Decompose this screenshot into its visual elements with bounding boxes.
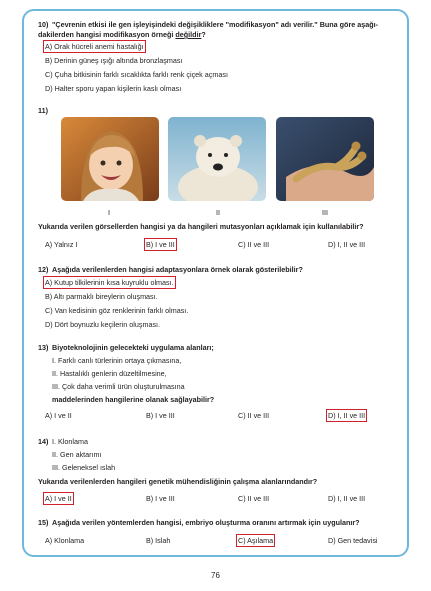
q11-question: Yukarıda verilen görsellerden hangisi ya da hangileri mutasyonları açıklamak için kullanılabilir? (38, 222, 364, 231)
q13-number: 13) (38, 343, 49, 352)
q10-text-line2: dakilerden hangisi modifikasyon örneği değildir? (38, 30, 206, 39)
q13-option-b: B) I ve III (146, 411, 175, 420)
q13-item-2: II. Hastalıklı genlerin düzeltilmesine, (52, 369, 167, 378)
q15-option-c: C) Aşılama (238, 536, 274, 545)
q10-option-c: C) Çuha bitkisinin farklı sıcaklıkta farklı renk çiçek açması (45, 70, 228, 79)
q12-question: Aşağıda verilenlerden hangisi adaptasyonlara örnek olarak gösterilebilir? (52, 265, 303, 274)
q14-item-2: II. Gen aktarımı (52, 450, 102, 459)
q15-option-d: D) Gen tedavisi (328, 536, 378, 545)
polar-bear-photo-icon (168, 117, 266, 201)
q15-option-b: B) Islah (146, 536, 171, 545)
page-number: 76 (211, 571, 220, 580)
q12-option-d: D) Dört boynuzlu keçilerin oluşması. (45, 320, 161, 329)
q11-option-a: A) Yalnız I (45, 240, 78, 249)
q11-image-1 (61, 117, 159, 201)
q10-option-d: D) Halter sporu yapan kişilerin kaslı olması (45, 84, 182, 93)
q11-option-b: B) I ve III (146, 240, 175, 249)
q14-item-1: I. Klonlama (52, 437, 88, 446)
q15-option-a: A) Klonlama (45, 536, 85, 545)
q14-option-c: C) II ve III (238, 494, 270, 503)
q11-option-c: C) II ve III (238, 240, 270, 249)
q12-option-a: A) Kutup tilkilerinin kısa kuyruklu olması. (45, 278, 174, 287)
q10-number: 10) (38, 20, 49, 29)
q14-option-b: B) I ve III (146, 494, 175, 503)
child-photo-icon (61, 117, 159, 201)
q12-option-c: C) Van kedisinin göz renklerinin farklı olması. (45, 306, 189, 315)
q10-text-line1: "Çevrenin etkisi ile gen işleyişindeki değişikliklere "modifikasyon" adı verilir." Buna göre aşağı- (52, 20, 379, 29)
q15-number: 15) (38, 518, 49, 527)
q14-option-d: D) I, II ve III (328, 494, 366, 503)
q10-option-a: A) Orak hücreli anemi hastalığı (45, 42, 144, 51)
q11-image-3 (276, 117, 374, 201)
q11-image-label-2: II (216, 208, 220, 217)
q14-question: Yukarıda verilenlerden hangileri genetik mühendisliğinin çalışma alanlarındandır? (38, 477, 318, 486)
q15-question: Aşağıda verilen yöntemlerden hangisi, embriyo oluşturma oranını artırmak için uygulanır? (52, 518, 360, 527)
q11-option-d: D) I, II ve III (328, 240, 366, 249)
q11-image-label-1: I (108, 208, 110, 217)
q13-item-3: III. Çok daha verimli ürün oluşturulmasına (52, 382, 185, 391)
q13-item-1: I. Farklı canlı türlerinin ortaya çıkmasına, (52, 356, 182, 365)
q10-emphasis: değildir (175, 30, 202, 39)
q14-option-a: A) I ve II (45, 494, 72, 503)
q14-number: 14) (38, 437, 49, 446)
q11-number: 11) (38, 106, 48, 115)
q12-option-b: B) Altı parmaklı bireylerin oluşması. (45, 292, 158, 301)
q13-intro: Biyoteknolojinin gelecekteki uygulama alanları; (52, 343, 214, 352)
q11-image-2 (168, 117, 266, 201)
q13-question: maddelerinden hangilerine olanak sağlayabilir? (52, 395, 215, 404)
two-headed-snake-photo-icon (276, 117, 374, 201)
q13-option-d: D) I, II ve III (328, 411, 366, 420)
q12-number: 12) (38, 265, 49, 274)
q13-option-c: C) II ve III (238, 411, 270, 420)
q10-option-b: B) Derinin güneş ışığı altında bronzlaşması (45, 56, 183, 65)
q13-option-a: A) I ve II (45, 411, 72, 420)
q14-item-3: III. Geleneksel ıslah (52, 463, 116, 472)
q11-image-label-3: III (322, 208, 328, 217)
